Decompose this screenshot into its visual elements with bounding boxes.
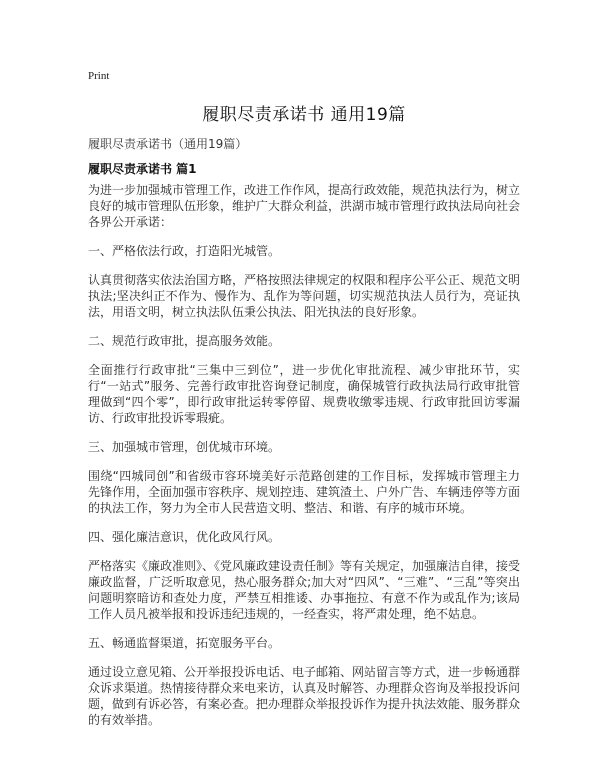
print-link[interactable]: Print	[88, 70, 110, 82]
item-heading-4: 四、强化廉洁意识，优化政风行风。	[88, 530, 281, 544]
item-paragraph-2: 全面推行行政审批“三集中三到位”，进一步优化审批流程、减少审批环节，实行“一站式”服务、完善行政审批咨询登记制度，确保城管行政执法局行政审批管理做到“四个零”，即行政审批运转零停留、规费收缴零违规、行政审批回访零漏访、行政审批投诉零瑕疵。	[88, 363, 520, 425]
item-paragraph-4: 严格落实《廉政准则》、《党风廉政建设责任制》等有关规定，加强廉洁自律，接受廉政监督，广泛听取意见，热心服务群众;加大对“四风”、“三难”、“三乱”等突出问题明察暗访和查处力度，严禁互相推诿、办事拖拉、有意不作为或乱作为;该局工作人员凡被举报和投诉违纪违规的，一经查实，将严肃处理，绝不姑息。	[88, 559, 521, 621]
document-body	[88, 182, 520, 741]
section-heading: 履职尽责承诺书 篇1	[88, 162, 197, 176]
item-paragraph-1: 认真贯彻落实依法治国方略，严格按照法律规定的权限和程序公平公正、规范文明执法;坚决纠正不作为、慢作为、乱作为等问题，切实规范执法人员行为，亮证执法，用语文明，树立执法队伍秉公执法、阳光执法的良好形象。	[88, 273, 521, 319]
item-heading-1: 一、严格依法行政，打造阳光城管。	[88, 244, 281, 258]
intro-paragraph: 为进一步加强城市管理工作，改进工作作风，提高行政效能，规范执法行为，树立良好的城市管理队伍形象，维护广大群众利益，洪湖市城市管理行政执法局向社会各界公开承诺：	[88, 183, 521, 229]
item-heading-3: 三、加强城市管理，创优城市环境。	[88, 440, 281, 454]
item-paragraph-5: 通过设立意见箱、公开举报投诉电话、电子邮箱、网站留言等方式，进一步畅通群众诉求渠道。热情接待群众来电来访，认真及时解答、办理群众咨询及举报投诉问题，做到有诉必答，有案必查。把办理群众举报投诉作为提升执法效能、服务群众的有效举措。	[88, 665, 521, 727]
item-heading-2: 二、规范行政审批，提高服务效能。	[88, 334, 281, 348]
document-subtitle: 履职尽责承诺书（通用19篇）	[88, 137, 248, 151]
item-heading-5: 五、畅通监督渠道，拓宽服务平台。	[88, 636, 281, 650]
document-title: 履职尽责承诺书 通用19篇	[202, 105, 406, 125]
item-paragraph-3: 围绕“四城同创”和省级市容环境美好示范路创建的工作目标，发挥城市管理主力先锋作用，全面加强市容秩序、规划控违、建筑渣土、户外广告、车辆违停等方面的执法工作，努力为全市人民营造文明、整洁、和谐、有序的城市环境。	[88, 469, 521, 515]
